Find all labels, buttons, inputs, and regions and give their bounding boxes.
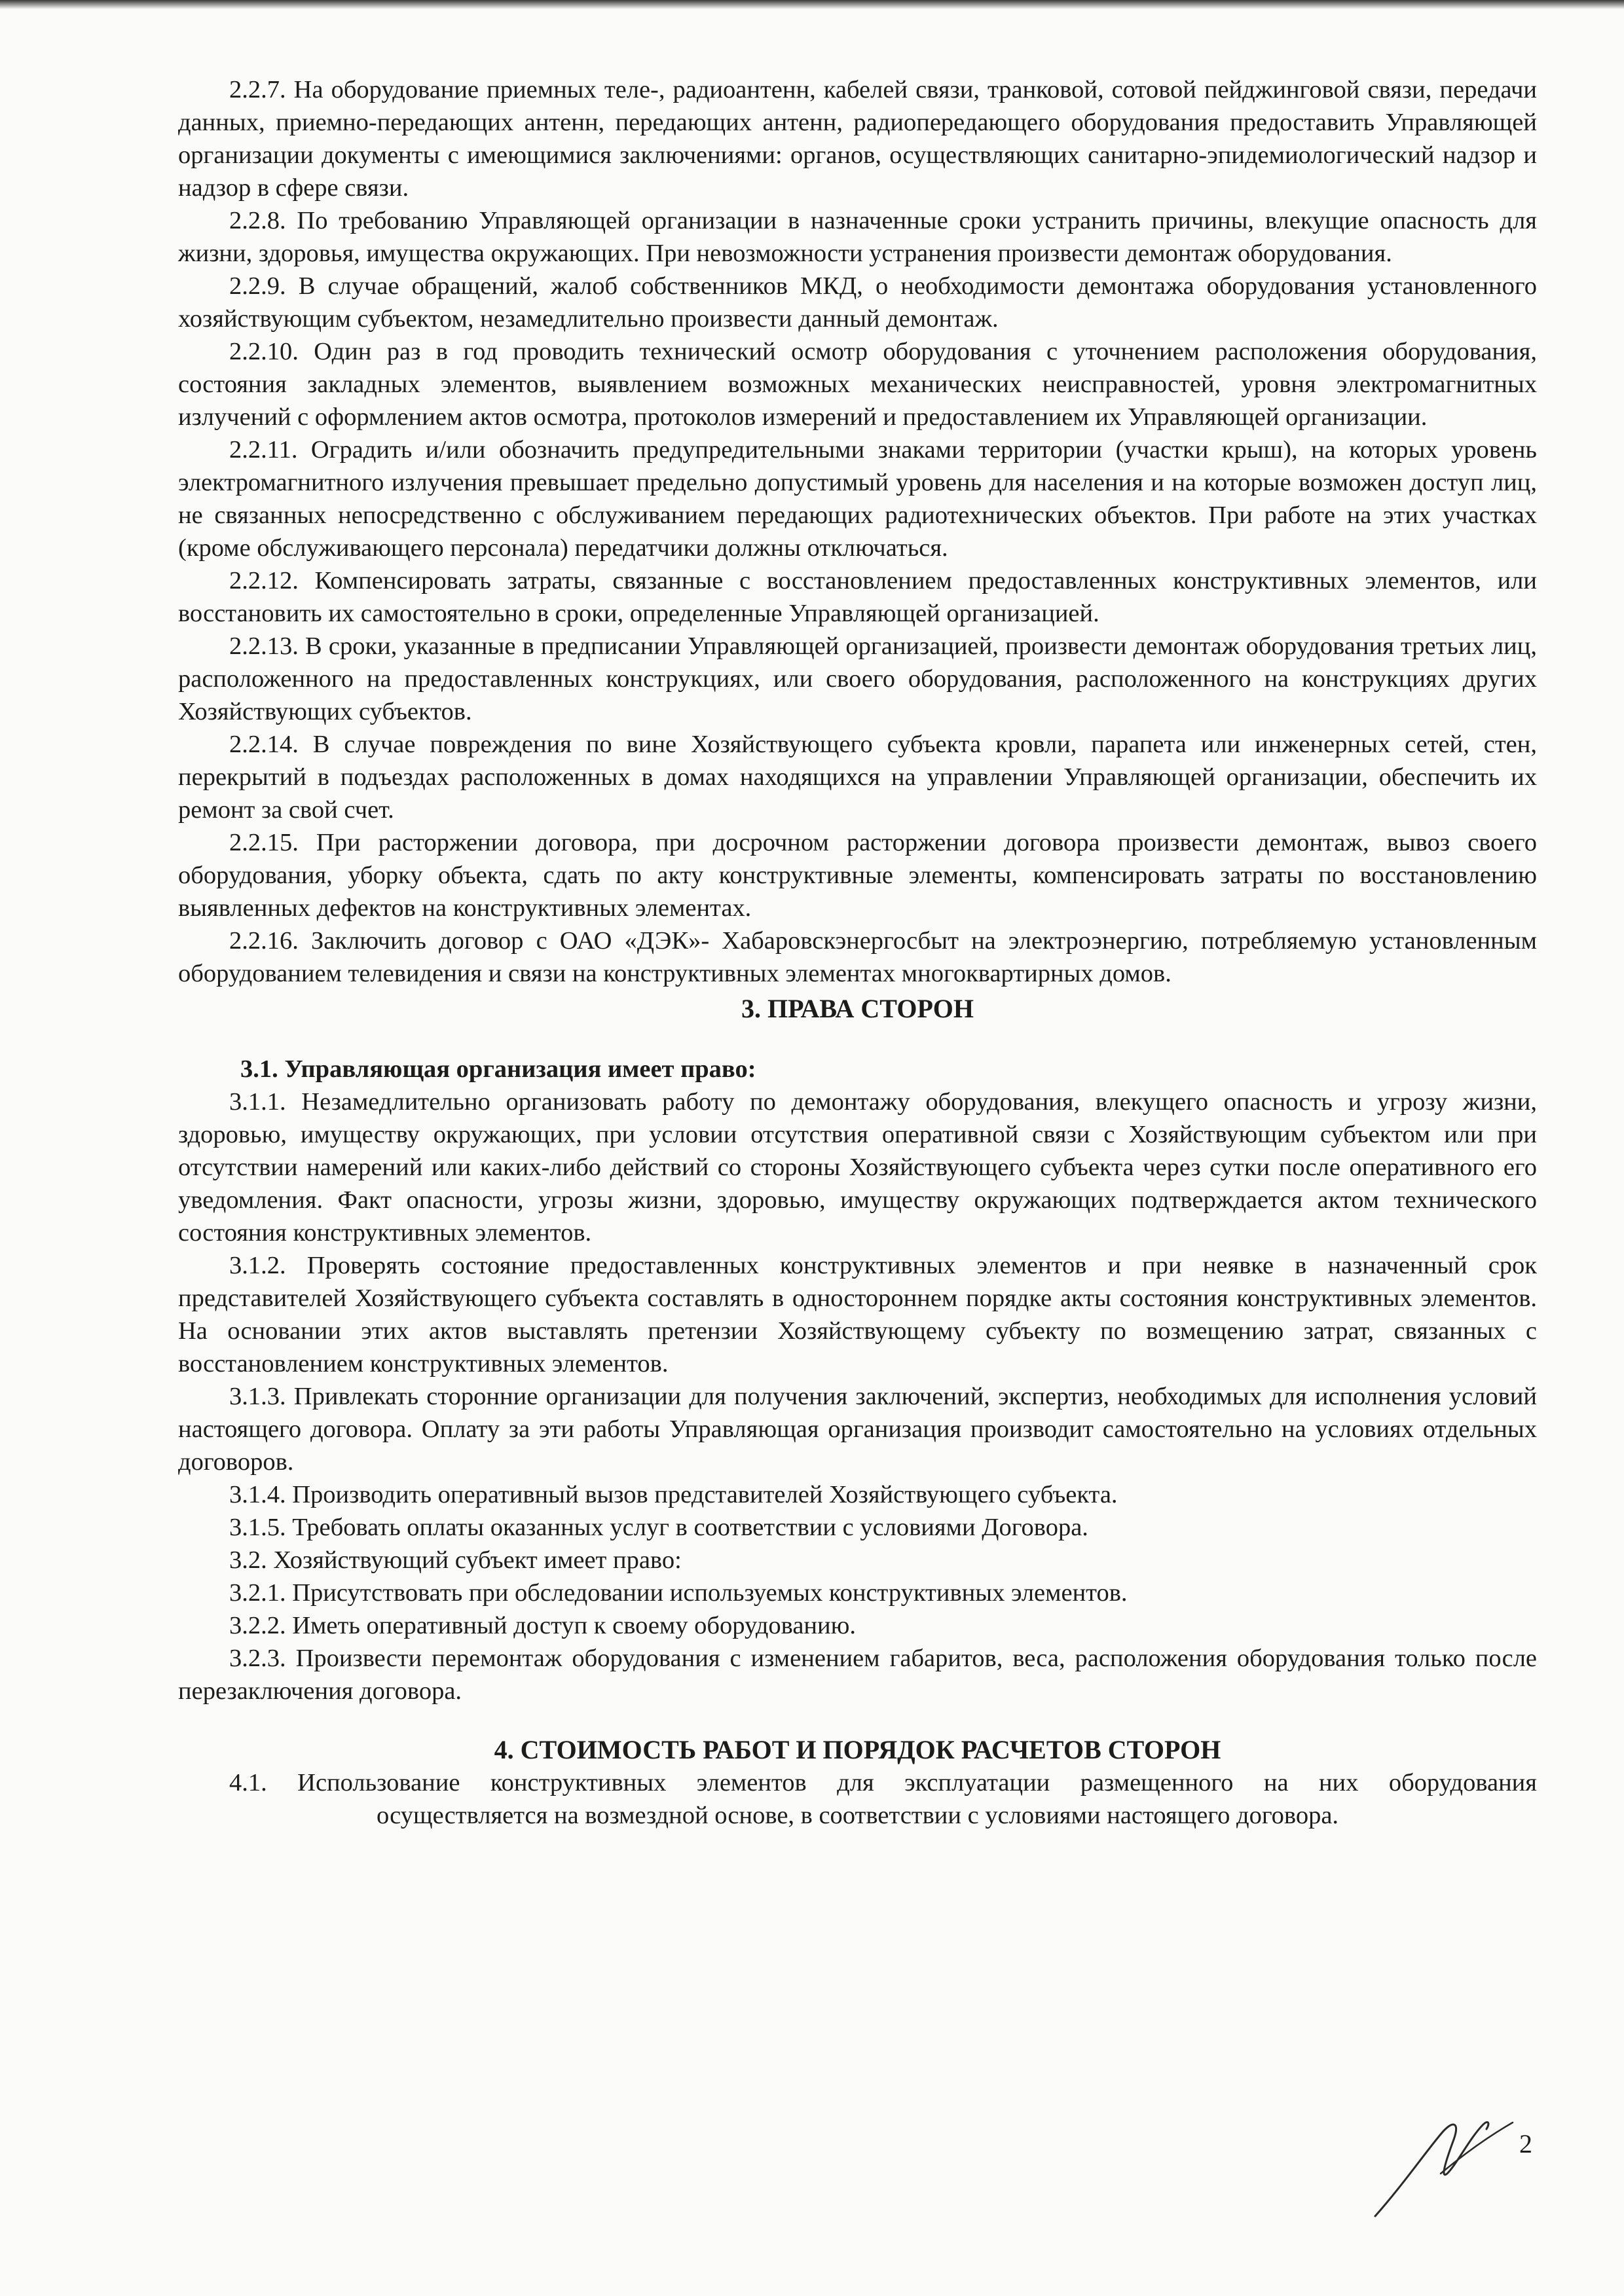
- paragraph-2-2-11: 2.2.11. Оградить и/или обозначить предупредительными знаками территории (участки крыш), на которых уровень электромагнитного излучения превышает предельно допустимый уровень для населения и на которые возможен доступ лиц, не связанных непосредственно с обслуживанием передающих радиотехнических объектов. При работе на этих участках (кроме обслуживающего персонала) передатчики должны отключаться.: [178, 436, 1537, 562]
- page-number: 2: [1519, 2129, 1532, 2159]
- paragraph-2-2-16: 2.2.16. Заключить договор с ОАО «ДЭК»- Хабаровскэнергосбыт на электроэнергию, потребляемую установленным оборудованием телевидения и связи на конструктивных элементах многоквартирных домов.: [178, 927, 1537, 987]
- paragraph-3-2-3: 3.2.3. Произвести перемонтаж оборудования с изменением габаритов, веса, расположения оборудования только после перезаключения договора.: [178, 1645, 1537, 1705]
- paragraph-2-2-14: 2.2.14. В случае повреждения по вине Хозяйствующего субъекта кровли, парапета или инженерных сетей, стен, перекрытий в подъездах расположенных в домах находящихся на управлении Управляющей организации, обеспечить их ремонт за свой счет.: [178, 731, 1537, 824]
- paragraph-3-2-2: 3.2.2. Иметь оперативный доступ к своему оборудованию.: [229, 1612, 857, 1639]
- paragraph-3-1-3: 3.1.3. Привлекать сторонние организации для получения заключений, экспертиз, необходимых для исполнения условий настоящего договора. Оплату за эти работы Управляющая организация производит самостоятельно на условиях отдельных договоров.: [178, 1383, 1537, 1476]
- section-4-title: 4. СТОИМОСТЬ РАБОТ И ПОРЯДОК РАСЧЕТОВ СТОРОН: [494, 1735, 1221, 1764]
- paragraph-2-2-15: 2.2.15. При расторжении договора, при досрочном расторжении договора произвести демонтаж, вывоз своего оборудования, уборку объекта, сдать по акту конструктивные элементы, компенсировать затраты по восстановлению выявленных дефектов на конструктивных элементах.: [178, 829, 1537, 922]
- paragraph-2-2-8: 2.2.8. По требованию Управляющей организации в назначенные сроки устранить причины, влекущие опасность для жизни, здоровья, имущества окружающих. При невозможности устранения произвести демонтаж оборудования.: [178, 207, 1537, 267]
- subsection-3-1-heading: 3.1. Управляющая организация имеет право:: [240, 1055, 756, 1083]
- paragraph-2-2-12: 2.2.12. Компенсировать затраты, связанные с восстановлением предоставленных конструктивных элементов, или восстановить их самостоятельно в сроки, определенные Управляющей организацией.: [178, 567, 1537, 627]
- paragraph-3-2: 3.2. Хозяйствующий субъект имеет право:: [229, 1546, 682, 1574]
- paragraph-3-1-4: 3.1.4. Производить оперативный вызов представителей Хозяйствующего субъекта.: [229, 1481, 1118, 1508]
- paragraph-2-2-9: 2.2.9. В случае обращений, жалоб собственников МКД, о необходимости демонтажа оборудования установленного хозяйствующим субъектом, незамедлительно произвести данный демонтаж.: [178, 272, 1537, 333]
- paragraph-3-2-1: 3.2.1. Присутствовать при обследовании используемых конструктивных элементов.: [229, 1579, 1128, 1607]
- paragraph-2-2-13: 2.2.13. В сроки, указанные в предписании Управляющей организацией, произвести демонтаж оборудования третьих лиц, расположенного на предоставленных конструкциях, или своего оборудования, расположенного на конструкциях других Хозяйствующих субъектов.: [178, 632, 1537, 725]
- paragraph-3-1-2: 3.1.2. Проверять состояние предоставленных конструктивных элементов и при неявке в назначенный срок представителей Хозяйствующего субъекта составлять в одностороннем порядке акты состояния конструктивных элементов. На основании этих актов выставлять претензии Хозяйствующему субъекту по возмещению затрат, связанных с восстановлением конструктивных элементов.: [178, 1252, 1537, 1377]
- section-3-title: 3. ПРАВА СТОРОН: [741, 994, 974, 1023]
- paragraph-3-1-1: 3.1.1. Незамедлительно организовать работу по демонтажу оборудования, влекущего опасность и угрозу жизни, здоровью, имуществу окружающих, при условии отсутствия оперативной связи с Хозяйствующим субъектом или при отсутствии намерений или каких-либо действий со стороны Хозяйствующего субъекта через сутки после оперативного его уведомления. Факт опасности, угрозы жизни, здоровью, имуществу окружающих подтверждается актом технического состояния конструктивных элементов.: [178, 1088, 1537, 1247]
- document-body: [178, 73, 1537, 1832]
- scan-top-edge: [0, 0, 1624, 9]
- paragraph-4-1-line-1: 4.1. Использование конструктивных элементов для эксплуатации размещенного на них оборудования: [229, 1769, 1537, 1796]
- paragraph-3-1-5: 3.1.5. Требовать оплаты оказанных услуг в соответствии с условиями Договора.: [229, 1514, 1088, 1541]
- handwritten-signature: [1362, 2075, 1532, 2226]
- paragraph-2-2-10: 2.2.10. Один раз в год проводить технический осмотр оборудования с уточнением расположения оборудования, состояния закладных элементов, выявлением возможных механических неисправностей, уровня электромагнитных излучений с оформлением актов осмотра, протоколов измерений и предоставлением их Управляющей организации.: [178, 338, 1537, 431]
- paragraph-4-1-line-2: осуществляется на возмездной основе, в соответствии с условиями настоящего договора.: [376, 1802, 1339, 1829]
- paragraph-2-2-7: 2.2.7. На оборудование приемных теле-, радиоантенн, кабелей связи, транковой, сотовой пейджинговой связи, передачи данных, приемно-передающих антенн, передающих антенн, радиопередающего оборудования предоставить Управляющей организации документы с имеющимися заключениями: органов, осуществляющих санитарно-эпидемиологический надзор и надзор в сфере связи.: [178, 76, 1537, 202]
